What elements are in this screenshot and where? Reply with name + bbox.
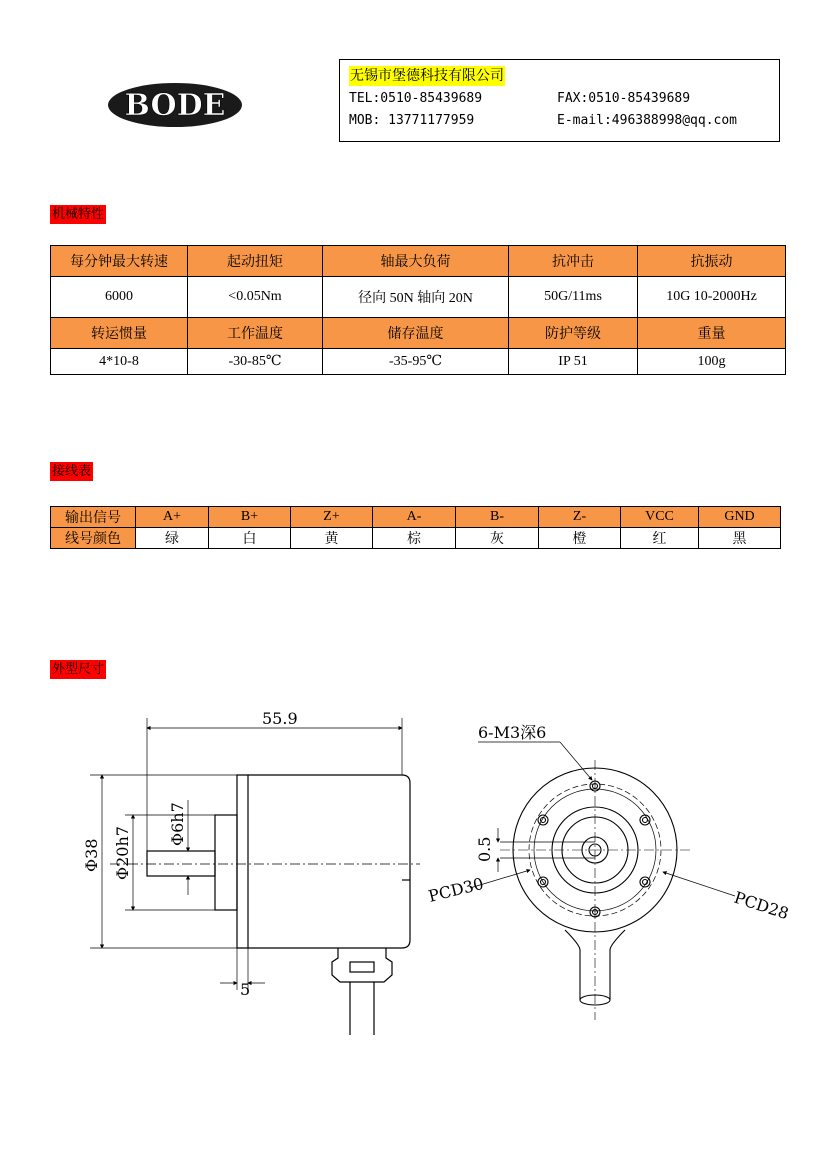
table-cell: 起动扭矩 — [188, 246, 323, 277]
table-cell: 重量 — [638, 318, 786, 349]
table-cell: Z+ — [291, 507, 373, 528]
table-cell: 转运惯量 — [51, 318, 188, 349]
holes-callout: 6-M3深6 — [478, 723, 547, 742]
table-cell: 50G/11ms — [509, 277, 638, 318]
mechanical-value-row-1 — [51, 277, 786, 318]
table-cell: -30-85℃ — [188, 349, 323, 375]
table-cell: 100g — [638, 349, 786, 375]
table-cell: 防护等级 — [509, 318, 638, 349]
email: E-mail:496388998@qq.com — [557, 113, 738, 128]
body-diameter: Φ38 — [82, 838, 101, 872]
table-cell: A+ — [136, 507, 209, 528]
table-cell: B- — [456, 507, 539, 528]
company-name: 无锡市堡德科技有限公司 — [350, 68, 504, 84]
table-cell: 10G 10-2000Hz — [638, 277, 786, 318]
fax: FAX:0510-85439689 — [557, 91, 691, 106]
wiring-color-row — [51, 528, 781, 549]
mechanical-table — [50, 245, 786, 375]
wiring-signal-row — [51, 507, 781, 528]
table-cell: 径向 50N 轴向 20N — [323, 277, 509, 318]
mechanical-value-row-2 — [51, 349, 786, 375]
mobile: MOB: 13771177959 — [349, 113, 475, 128]
table-cell: 橙 — [539, 528, 621, 549]
mechanical-title: 机械特性 — [52, 207, 105, 222]
mechanical-header-row-1 — [51, 246, 786, 277]
shaft-diameter: Φ6h7 — [168, 802, 187, 846]
table-cell: B+ — [209, 507, 291, 528]
table-cell: GND — [699, 507, 781, 528]
table-cell: Z- — [539, 507, 621, 528]
tel: TEL:0510-85439689 — [349, 91, 483, 106]
length-dimension: 55.9 — [262, 709, 298, 728]
table-cell: 4*10-8 — [51, 349, 188, 375]
table-cell: 黄 — [291, 528, 373, 549]
side-view — [110, 775, 420, 1035]
table-cell: 绿 — [136, 528, 209, 549]
table-cell: 输出信号 — [51, 507, 136, 528]
table-cell: 6000 — [51, 277, 188, 318]
dimension-drawing — [0, 690, 827, 1050]
mechanical-header-row-2 — [51, 318, 786, 349]
wiring-table — [50, 506, 781, 549]
table-cell: IP 51 — [509, 349, 638, 375]
table-cell: 抗振动 — [638, 246, 786, 277]
table-cell: 线号颜色 — [51, 528, 136, 549]
table-cell: 每分钟最大转速 — [51, 246, 188, 277]
table-cell: 轴最大负荷 — [323, 246, 509, 277]
pcd30-label: PCD30 — [426, 873, 486, 906]
contact-box — [339, 59, 780, 142]
table-cell: 抗冲击 — [509, 246, 638, 277]
table-cell: 储存温度 — [323, 318, 509, 349]
table-cell: 黑 — [699, 528, 781, 549]
table-cell: 红 — [621, 528, 699, 549]
table-cell: 灰 — [456, 528, 539, 549]
table-cell: A- — [373, 507, 456, 528]
side-dimensions — [90, 718, 402, 990]
flange-diameter: Φ20h7 — [113, 826, 132, 880]
table-cell: 工作温度 — [188, 318, 323, 349]
logo-text: BODE — [124, 88, 226, 123]
pcd28-label: PCD28 — [731, 887, 792, 924]
table-cell: <0.05Nm — [188, 277, 323, 318]
table-cell: 棕 — [373, 528, 456, 549]
table-cell: 白 — [209, 528, 291, 549]
wiring-title: 接线表 — [52, 464, 92, 479]
flange-length: 5 — [240, 980, 251, 999]
dimensions-title: 外型尺寸 — [52, 662, 105, 677]
table-cell: -35-95℃ — [323, 349, 509, 375]
offset-dimension: 0.5 — [475, 836, 494, 862]
table-cell: VCC — [621, 507, 699, 528]
front-view — [500, 760, 690, 1020]
front-dimensions — [470, 742, 735, 896]
bode-logo — [107, 82, 243, 128]
